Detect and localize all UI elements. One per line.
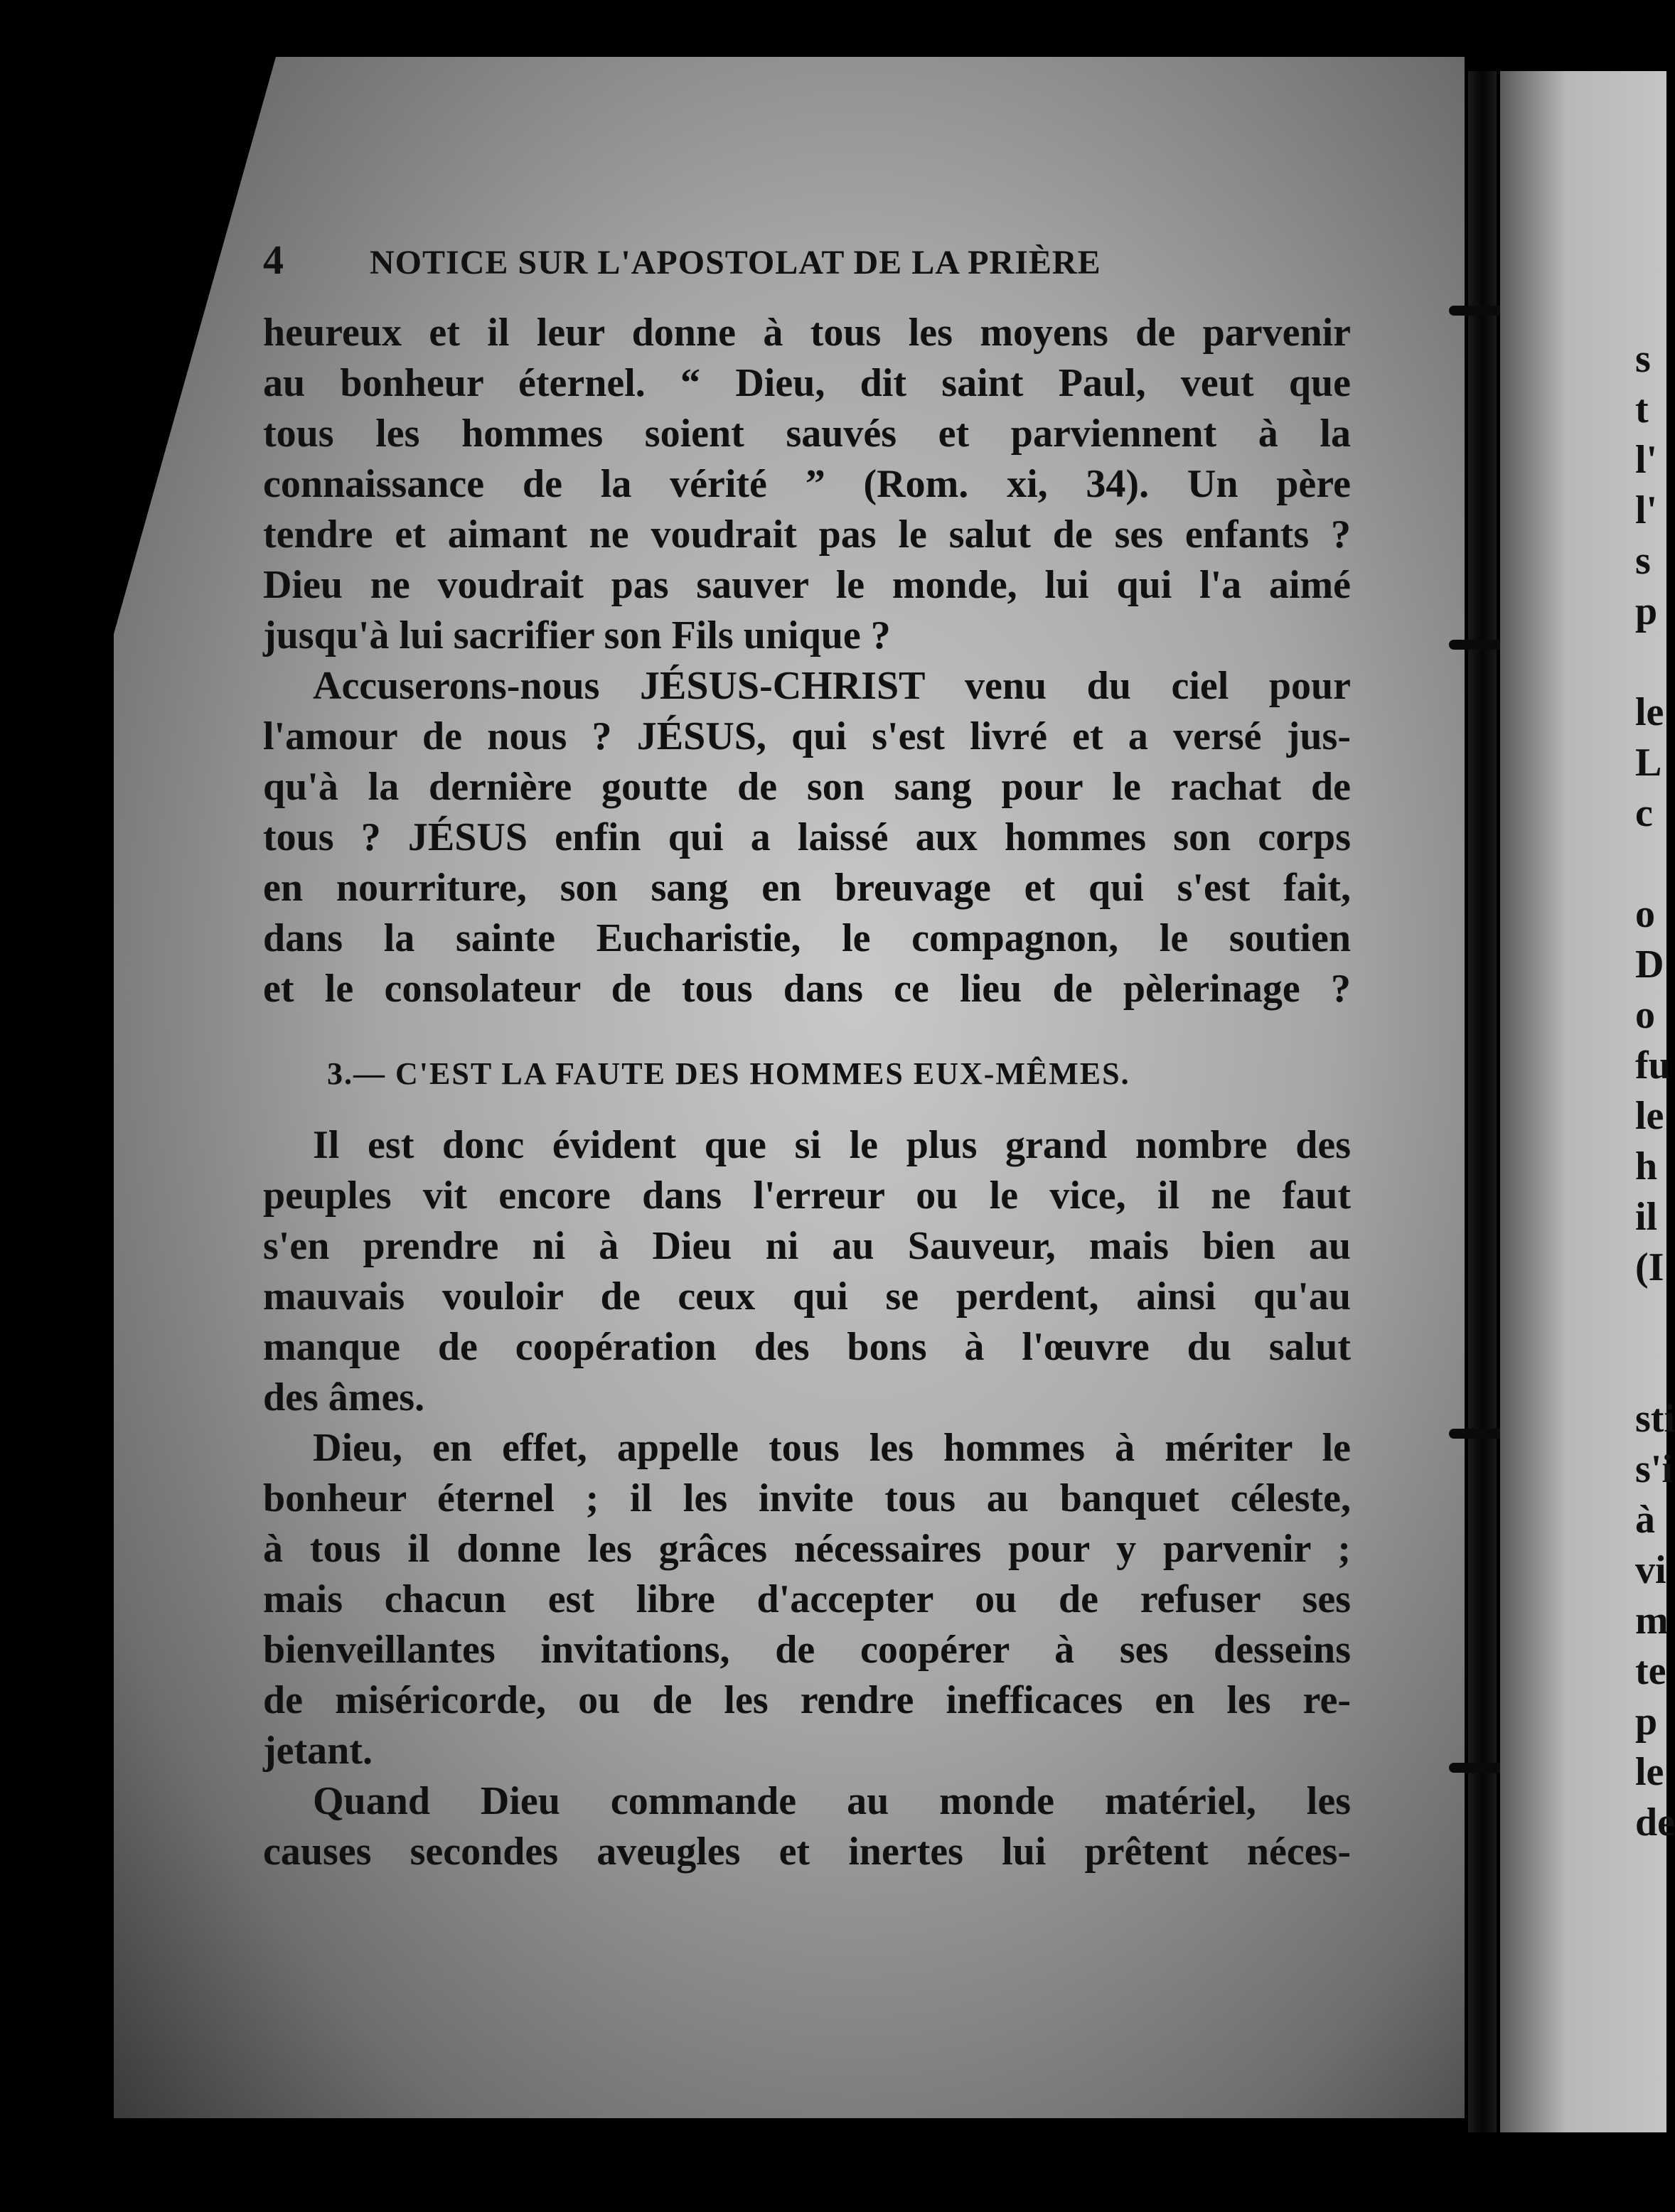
text-line: causes secondes aveugles et inertes lui prêtent néces-: [263, 1830, 1351, 1874]
text-line: tendre et aimant ne voudrait pas le salut de ses enfants ?: [263, 512, 1351, 557]
facing-page-fragment: [1635, 1293, 1666, 1343]
facing-page-fragment: h: [1635, 1144, 1658, 1188]
facing-page-fragment: [1635, 637, 1666, 687]
facing-page-fragment: vi: [1635, 1548, 1666, 1592]
text-line: dans la sainte Eucharistie, le compagnon, le soutien: [263, 916, 1351, 960]
text-line: mauvais vouloir de ceux qui se perdent, ainsi qu'au: [263, 1274, 1351, 1319]
text-line: manque de coopération des bons à l'œuvre du salut: [263, 1325, 1351, 1369]
text-line: Quand Dieu commande au monde matériel, les: [313, 1779, 1351, 1823]
text-line: jetant.: [263, 1729, 373, 1773]
facing-page-fragment: [1635, 839, 1666, 889]
text-line: tous ? JÉSUS enfin qui a laissé aux hommes son corps: [263, 815, 1351, 859]
text-line: s'en prendre ni à Dieu ni au Sauveur, mais bien au: [263, 1224, 1351, 1268]
paragraph: [263, 661, 1351, 1014]
page-text: [263, 235, 1351, 1877]
paragraph: [263, 1120, 1351, 1423]
text-line: tous les hommes soient sauvés et parviennent à la: [263, 412, 1351, 456]
facing-page-fragment: de: [1635, 1800, 1675, 1845]
facing-page-fragment: te: [1635, 1649, 1666, 1693]
paragraph: [263, 308, 1351, 661]
text-line: des âmes.: [263, 1375, 425, 1419]
facing-page-fragment: il: [1635, 1195, 1658, 1239]
text-line: connaissance de la vérité ” (Rom. xi, 34). Un père: [263, 462, 1351, 506]
running-title: NOTICE SUR L'APOSTOLAT DE LA PRIÈRE: [370, 244, 1101, 281]
paragraph: [263, 1776, 1351, 1877]
text-line: qu'à la dernière goutte de son sang pour le rachat de: [263, 765, 1351, 809]
facing-page-fragment: le: [1635, 1750, 1664, 1794]
text-line: et le consolateur de tous dans ce lieu de pèlerinage ?: [263, 967, 1351, 1011]
facing-page-fragment: [1635, 1343, 1666, 1394]
text-line: mais chacun est libre d'accepter ou de refuser ses: [263, 1577, 1351, 1621]
text-line: au bonheur éternel. “ Dieu, dit saint Paul, veut que: [263, 361, 1351, 405]
book-binding: [1468, 71, 1497, 2132]
paragraph: [263, 1423, 1351, 1776]
facing-page-fragment: o: [1635, 892, 1655, 936]
text-line: jusqu'à lui sacrifier son Fils unique ?: [263, 613, 891, 657]
text-line: en nourriture, son sang en breuvage et qui s'est fait,: [263, 866, 1351, 910]
facing-page-fragment: (I: [1635, 1245, 1664, 1289]
text-line: de miséricorde, ou de les rendre inefficaces en les re-: [263, 1678, 1351, 1722]
facing-page-fragment: p: [1635, 589, 1658, 633]
facing-page-fragment: fu: [1635, 1043, 1671, 1088]
text-line: peuples vit encore dans l'erreur ou le vice, il ne faut: [263, 1174, 1351, 1218]
facing-page-fragment: D: [1635, 943, 1664, 987]
facing-page-fragment: s: [1635, 337, 1651, 381]
text-line: Dieu, en effet, appelle tous les hommes à mériter le: [313, 1426, 1351, 1470]
facing-page-fragment: l': [1635, 488, 1658, 532]
facing-page-fragment: o: [1635, 993, 1655, 1037]
facing-page-fragment: sti: [1635, 1397, 1675, 1441]
text-line: Il est donc évident que si le plus grand nombre des: [313, 1123, 1351, 1167]
text-line: Dieu ne voudrait pas sauver le monde, lui qui l'a aimé: [263, 563, 1351, 607]
facing-page-fragment: le: [1635, 1094, 1664, 1138]
page-number: 4: [263, 237, 284, 283]
text-line: Accuserons-nous JÉSUS-CHRIST venu du ciel pour: [313, 664, 1351, 708]
facing-page-fragment: t: [1635, 387, 1649, 431]
facing-page-fragment: p: [1635, 1700, 1658, 1744]
facing-page-fragment: s'i: [1635, 1447, 1673, 1491]
text-line: heureux et il leur donne à tous les moyens de parvenir: [263, 311, 1351, 355]
facing-page-fragment: s: [1635, 539, 1651, 583]
facing-page-fragment: à: [1635, 1498, 1655, 1542]
facing-page-fragment: m: [1635, 1599, 1669, 1643]
facing-page-fragment: L: [1635, 741, 1662, 785]
text-line: bonheur éternel ; il les invite tous au banquet céleste,: [263, 1476, 1351, 1520]
facing-page-fragments: [1635, 334, 1675, 1848]
running-header: [263, 235, 1351, 288]
text-line: à tous il donne les grâces nécessaires pour y parvenir ;: [263, 1527, 1351, 1571]
text-line: bienveillantes invitations, de coopérer à ses desseins: [263, 1628, 1351, 1672]
text-line: l'amour de nous ? JÉSUS, qui s'est livré et a versé jus-: [263, 714, 1351, 758]
facing-page-fragment: c: [1635, 791, 1653, 835]
facing-page-fragment: le: [1635, 690, 1664, 734]
facing-page-fragment: l': [1635, 438, 1658, 482]
section-heading: 3.— C'EST LA FAUTE DES HOMMES EUX-MÊMES.: [327, 1056, 1130, 1091]
